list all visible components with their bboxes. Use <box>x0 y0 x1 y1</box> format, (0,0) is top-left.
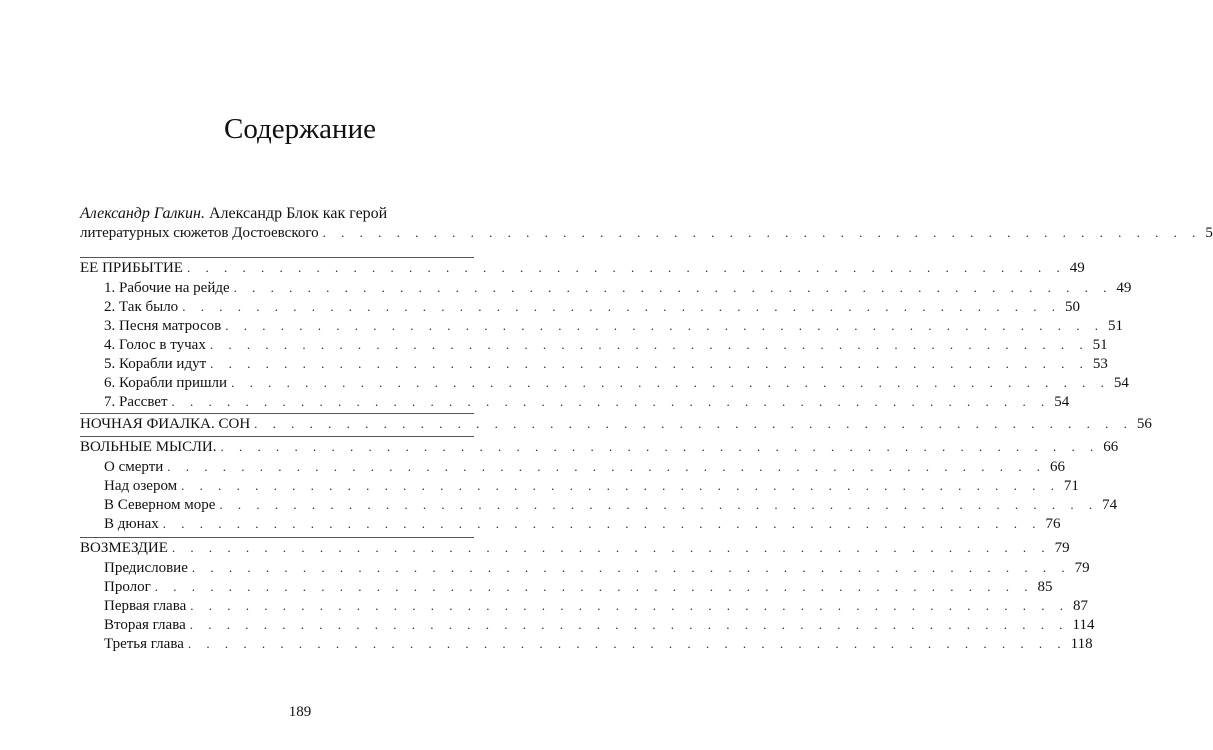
toc-item-row <box>104 636 1093 655</box>
toc-item-label: 3. Песня матросов <box>104 318 222 334</box>
toc-section-title: ВОЛЬНЫЕ МЫСЛИ. <box>80 439 217 455</box>
toc-item-row <box>104 497 1118 516</box>
toc-page-number: 51 <box>1107 318 1123 334</box>
toc-item-label: Предисловие <box>104 560 188 576</box>
toc-page-number: 49 <box>1116 280 1132 296</box>
toc-page-number: 74 <box>1102 497 1118 513</box>
toc-item-label: Первая глава <box>104 598 187 614</box>
toc-page-number: 49 <box>1069 260 1085 276</box>
toc-page-number: 76 <box>1045 516 1061 532</box>
toc-page-number: 50 <box>1064 299 1080 315</box>
toc-item-row <box>104 478 1079 497</box>
toc-item-label: Третья глава <box>104 636 184 652</box>
leader-dots: . . . . . . . . . . . . . . . . . . . . . . . . . . . . . . . . . . . . . . . . . . . . . . . . <box>233 280 1113 295</box>
toc-item-row <box>104 579 1053 598</box>
leader-dots: . . . . . . . . . . . . . . . . . . . . . . . . . . . . . . . . . . . . . . . . . . . . . . . . <box>167 459 1047 474</box>
toc-page-number: 66 <box>1103 439 1119 455</box>
toc-section-row <box>80 540 1070 559</box>
toc-item-label: 7. Рассвет <box>104 394 168 410</box>
toc-page-number: 85 <box>1037 579 1053 595</box>
toc-page-number: 54 <box>1054 394 1070 410</box>
leader-dots: . . . . . . . . . . . . . . . . . . . . . . . . . . . . . . . . . . . . . . . . . . . . . . . . <box>220 439 1100 454</box>
leader-dots: . . . . . . . . . . . . . . . . . . . . . . . . . . . . . . . . . . . . . . . . . . . . . . . . <box>189 617 1069 632</box>
toc-section-row <box>80 260 1085 279</box>
toc-item-label: Пролог <box>104 579 151 595</box>
toc-item-label: 1. Рабочие на рейде <box>104 280 230 296</box>
leader-dots: . . . . . . . . . . . . . . . . . . . . . . . . . . . . . . . . . . . . . . . . . . . . . . . . <box>219 497 1099 512</box>
toc-page-number: 79 <box>1054 540 1070 556</box>
intro-entry <box>80 204 1213 242</box>
leader-dots: . . . . . . . . . . . . . . . . . . . . . . . . . . . . . . . . . . . . . . . . . . . . . . . . <box>322 225 1202 240</box>
section-divider <box>80 413 474 414</box>
page-number: 189 <box>288 704 312 720</box>
toc-section-row <box>80 439 1119 458</box>
leader-dots: . . . . . . . . . . . . . . . . . . . . . . . . . . . . . . . . . . . . . . . . . . . . . . . . <box>187 636 1067 651</box>
toc-item-label: Вторая глава <box>104 617 186 633</box>
leader-dots: . . . . . . . . . . . . . . . . . . . . . . . . . . . . . . . . . . . . . . . . . . . . . . . . <box>209 337 1089 352</box>
leader-dots: . . . . . . . . . . . . . . . . . . . . . . . . . . . . . . . . . . . . . . . . . . . . . . . . <box>191 560 1071 575</box>
toc-item-row <box>104 299 1080 318</box>
toc-section-title: НОЧНАЯ ФИАЛКА. СОН <box>80 416 251 432</box>
leader-dots: . . . . . . . . . . . . . . . . . . . . . . . . . . . . . . . . . . . . . . . . . . . . . . . . <box>254 416 1133 431</box>
leader-dots: . . . . . . . . . . . . . . . . . . . . . . . . . . . . . . . . . . . . . . . . . . . . . . . . <box>171 540 1051 555</box>
toc-item-row <box>104 560 1090 579</box>
toc-page-number: 118 <box>1070 636 1093 652</box>
toc-page-number: 66 <box>1050 459 1066 475</box>
toc-item-row <box>104 375 1129 394</box>
intro-author: Александр Галкин. <box>80 205 205 222</box>
toc-item-row <box>104 394 1070 413</box>
toc-item-row <box>104 516 1061 535</box>
leader-dots: . . . . . . . . . . . . . . . . . . . . . . . . . . . . . . . . . . . . . . . . . . . . . . . . <box>225 318 1104 333</box>
toc-page-number: 87 <box>1073 598 1089 614</box>
toc-page-number: 114 <box>1072 617 1095 633</box>
toc-item-label: 5. Корабли идут <box>104 356 207 372</box>
section-divider <box>80 537 474 538</box>
toc-item-row <box>104 617 1095 636</box>
toc-item-label: Над озером <box>104 478 178 494</box>
leader-dots: . . . . . . . . . . . . . . . . . . . . . . . . . . . . . . . . . . . . . . . . . . . . . . . . <box>186 260 1066 275</box>
toc-item-row <box>104 459 1066 478</box>
toc-item-label: О смерти <box>104 459 164 475</box>
toc-item-label: В Северном море <box>104 497 216 513</box>
page-title: Содержание <box>224 113 376 145</box>
toc-page-number: 71 <box>1063 478 1079 494</box>
toc-item-label: 2. Так было <box>104 299 179 315</box>
toc-item-label: 6. Корабли пришли <box>104 375 228 391</box>
toc-item-row <box>104 318 1123 337</box>
toc-page-number: 79 <box>1074 560 1090 576</box>
intro-title-line1: Александр Блок как герой <box>204 205 388 222</box>
section-divider <box>80 436 474 437</box>
leader-dots: . . . . . . . . . . . . . . . . . . . . . . . . . . . . . . . . . . . . . . . . . . . . . . . . <box>190 598 1070 613</box>
leader-dots: . . . . . . . . . . . . . . . . . . . . . . . . . . . . . . . . . . . . . . . . . . . . . . . . <box>210 356 1089 371</box>
toc-page-number: 51 <box>1092 337 1108 353</box>
toc-section-row <box>80 416 1152 435</box>
toc-section-title: ВОЗМЕЗДИЕ <box>80 540 168 556</box>
toc-page-number: 54 <box>1113 375 1129 391</box>
toc-item-label: 4. Голос в тучах <box>104 337 206 353</box>
intro-title-line2: литературных сюжетов Достоевского <box>80 225 319 241</box>
toc-section-title: ЕЕ ПРИБЫТИЕ <box>80 260 183 276</box>
toc-item-row <box>104 598 1089 617</box>
toc-item-row <box>104 280 1132 299</box>
toc-page-number: 53 <box>1092 356 1108 372</box>
toc-item-row <box>104 337 1108 356</box>
leader-dots: . . . . . . . . . . . . . . . . . . . . . . . . . . . . . . . . . . . . . . . . . . . . . . . . <box>162 516 1042 531</box>
section-divider <box>80 257 474 258</box>
leader-dots: . . . . . . . . . . . . . . . . . . . . . . . . . . . . . . . . . . . . . . . . . . . . . . . . <box>181 478 1060 493</box>
intro-page: 5 <box>1205 225 1213 241</box>
leader-dots: . . . . . . . . . . . . . . . . . . . . . . . . . . . . . . . . . . . . . . . . . . . . . . . . <box>171 394 1051 409</box>
toc-item-row <box>104 356 1108 375</box>
toc-item-label: В дюнах <box>104 516 159 532</box>
toc-page-number: 56 <box>1136 416 1152 432</box>
leader-dots: . . . . . . . . . . . . . . . . . . . . . . . . . . . . . . . . . . . . . . . . . . . . . . . . <box>231 375 1110 390</box>
leader-dots: . . . . . . . . . . . . . . . . . . . . . . . . . . . . . . . . . . . . . . . . . . . . . . . . <box>182 299 1061 314</box>
intro-title-line2-row <box>80 223 1213 242</box>
leader-dots: . . . . . . . . . . . . . . . . . . . . . . . . . . . . . . . . . . . . . . . . . . . . . . . . <box>154 579 1034 594</box>
